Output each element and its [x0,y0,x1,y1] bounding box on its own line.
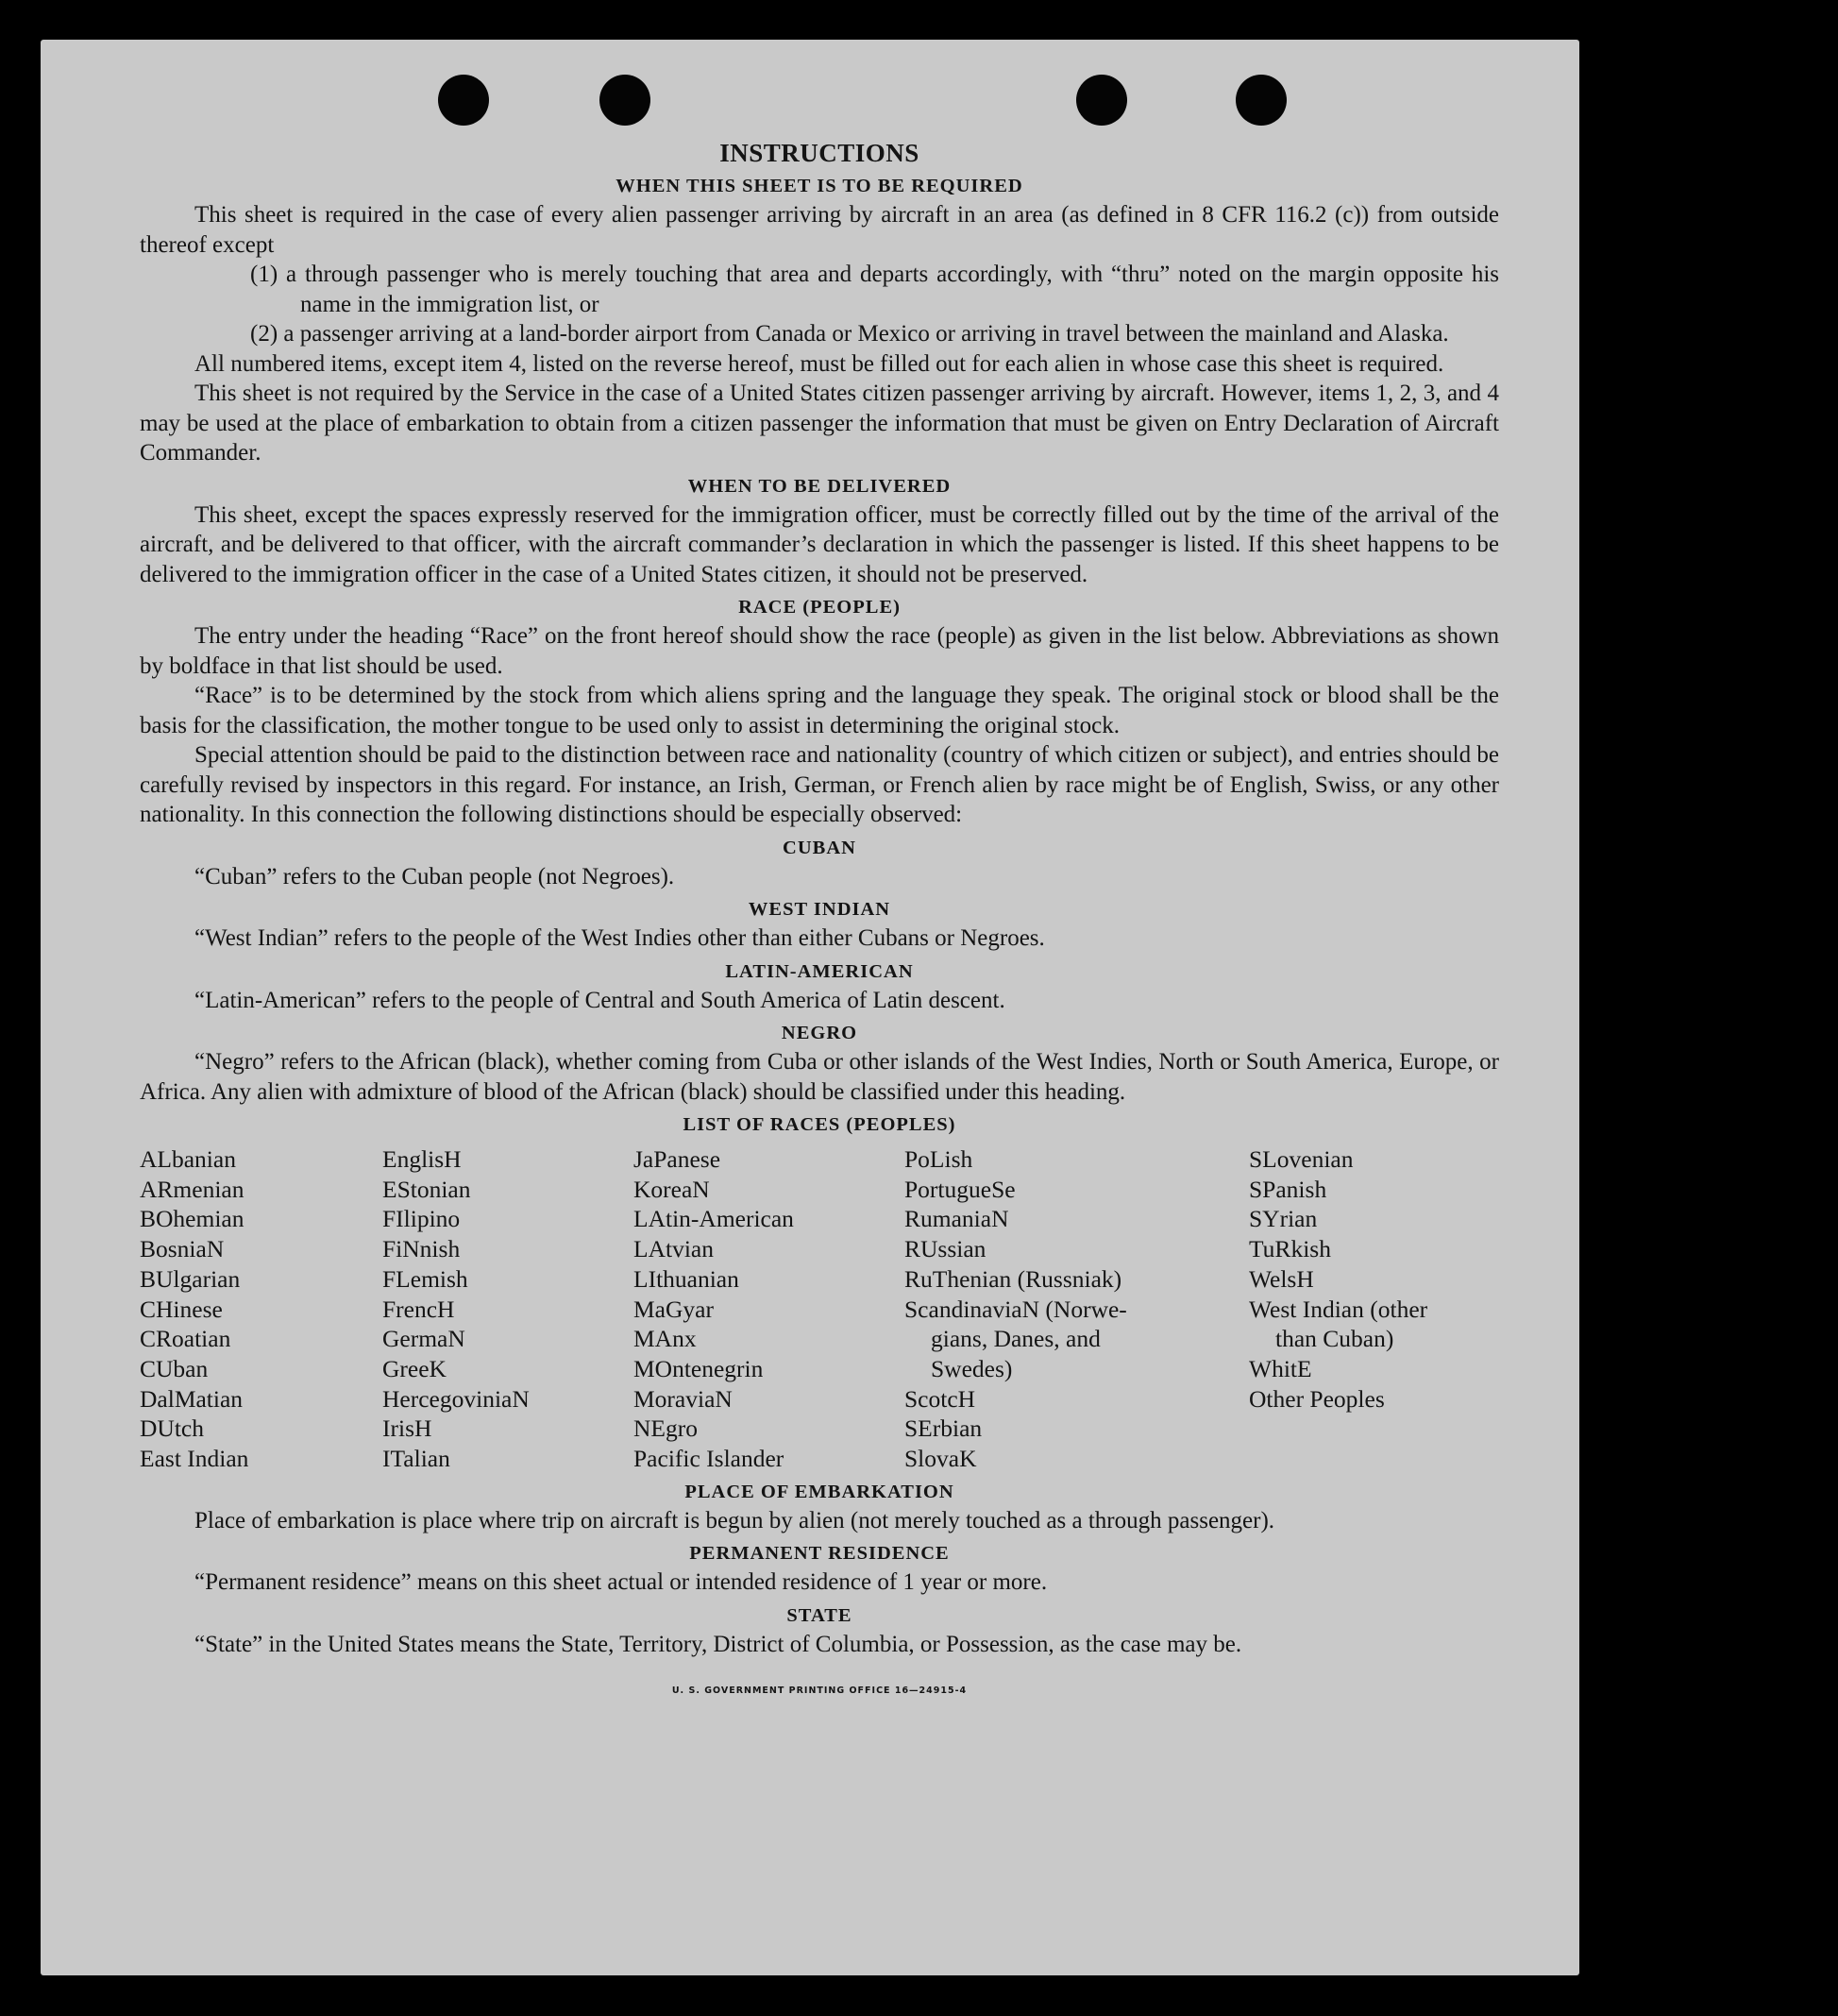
race-item: DalMatian [140,1384,244,1413]
race-item: FrencH [382,1295,455,1323]
section-heading: WHEN THIS SHEET IS TO BE REQUIRED [615,176,1023,196]
paragraph: Special attention should be paid to the distinction between race and nationality (country of which citizen or subject), and entries should be carefully revised by inspectors in this regard. For instance, an Irish, German, or French alien by race might be of English, Swiss, or any other nationality. In this connection the following distinctions should be especially observed: [140,742,1499,827]
section-heading: RACE (PEOPLE) [738,597,901,618]
race-item: GermaN [382,1325,465,1353]
race-list [140,1144,1499,1474]
race-item: BosniaN [140,1235,225,1263]
race-item: FIlipino [382,1205,461,1233]
race-item: ARmenian [140,1175,245,1203]
race-item-continued: than Cuban) [1275,1325,1394,1353]
paragraph: The entry under the heading “Race” on the front hereof should show the race (people) as given in the list below. Abbreviations as shown by boldface in that list should be used. [140,623,1499,679]
race-item: CRoatian [140,1325,231,1353]
definition: “Negro” refers to the African (black), whether coming from Cuba or other islands of the West Indies, North or South America, Europe, or Africa. Any alien with admixture of blood of the African (black) should be classified under this heading. [140,1049,1499,1105]
section-heading: NEGRO [781,1023,858,1043]
race-item: East Indian [140,1445,249,1473]
section-heading: CUBAN [783,837,856,858]
race-column [633,1144,904,1474]
definition: “Latin-American” refers to the people of Central and South America of Latin descent. [194,987,1005,1013]
paragraph: All numbered items, except item 4, listed on the reverse hereof, must be filled out for each alien in whose case this sheet is required. [194,350,1444,377]
race-item: ALbanian [140,1145,236,1173]
race-item: SLovenian [1249,1145,1354,1173]
document-title: INSTRUCTIONS [719,139,919,167]
race-item: LAtin-American [633,1205,794,1233]
race-item: IrisH [382,1415,432,1443]
race-item: West Indian (other [1249,1295,1428,1323]
race-item: GreeK [382,1354,447,1382]
definition: Place of embarkation is place where trip on aircraft is begun by alien (not merely touched as a through passenger). [194,1507,1275,1533]
race-column [1249,1144,1494,1474]
race-item: BUlgarian [140,1264,241,1293]
race-item: MAnx [633,1325,697,1353]
race-item: LAtvian [633,1235,714,1263]
race-item: JaPanese [633,1145,721,1173]
section-heading: PERMANENT RESIDENCE [689,1543,950,1565]
race-item: CUban [140,1354,209,1382]
race-item: MaGyar [633,1295,714,1323]
exception-item: (1) a through passenger who is merely touching that area and departs accordingly, with “thru” noted on the margin opposite his name in the immigration list, or [250,262,1499,317]
race-item: RuThenian (Russniak) [904,1264,1122,1293]
race-item: MOntenegrin [633,1354,764,1382]
race-item: ITalian [382,1445,450,1473]
paragraph: This sheet, except the spaces expressly reserved for the immigration officer, must be correctly filled out by the time of the arrival of the aircraft, and be delivered to that officer, with the aircraft commander’s declaration in which the passenger is listed. If this sheet happens to be delivered to the immigration officer in the case of a United States citizen, it should not be preserved. [140,501,1499,587]
race-item: FiNnish [382,1235,461,1263]
race-item: TuRkish [1249,1235,1331,1263]
section-heading: WEST INDIAN [748,899,891,920]
definition: “West Indian” refers to the people of the West Indies other than either Cubans or Negroes. [194,925,1045,951]
race-item: KoreaN [633,1175,710,1203]
race-item: Pacific Islander [633,1445,784,1473]
definition: “Cuban” refers to the Cuban people (not Negroes). [194,863,675,889]
race-item: MoraviaN [633,1384,733,1413]
race-item: WhitE [1249,1354,1312,1382]
section-heading: LIST OF RACES (PEOPLES) [683,1114,956,1135]
race-item: WelsH [1249,1264,1314,1293]
race-item-continued: gians, Danes, and [931,1325,1101,1353]
punch-hole [1236,75,1287,126]
race-item: RUssian [904,1235,986,1263]
race-item: Other Peoples [1249,1384,1385,1413]
instructions-content [140,138,1499,1706]
section-heading: WHEN TO BE DELIVERED [687,475,952,497]
race-item: SlovaK [904,1445,977,1473]
section-heading: STATE [786,1604,852,1626]
race-item: FLemish [382,1264,468,1293]
race-item: ScandinaviaN (Norwe- [904,1295,1127,1323]
punch-hole [438,75,489,126]
race-item: DUtch [140,1415,204,1443]
race-item: SYrian [1249,1205,1318,1233]
paragraph: This sheet is not required by the Service in the case of a United States citizen passenger arriving by aircraft. However, items 1, 2, 3, and 4 may be used at the place of embarkation to obtain from a citizen passenger the information that must be given on Entry Declaration of Aircraft Commander. [140,381,1499,466]
race-item: NEgro [633,1415,698,1443]
punch-hole [1076,75,1127,126]
race-item: SErbian [904,1415,983,1443]
printer-imprint: U. S. GOVERNMENT PRINTING OFFICE 16—24915-4 [671,1686,968,1697]
definition: “State” in the United States means the State, Territory, District of Columbia, or Possession, as the case may be. [194,1631,1242,1657]
race-column [382,1144,633,1474]
document-sheet [41,40,1579,1975]
race-item: ScotcH [904,1384,976,1413]
race-column [140,1144,382,1474]
paragraph: This sheet is required in the case of every alien passenger arriving by aircraft in an area (as defined in 8 CFR 116.2 (c)) from outside thereof except [140,202,1499,258]
race-item: HercegoviniaN [382,1384,530,1413]
definition: “Permanent residence” means on this sheet actual or intended residence of 1 year or more. [194,1569,1048,1596]
section-heading: LATIN-AMERICAN [725,960,914,982]
race-item: EnglisH [382,1145,462,1173]
punch-hole [599,75,650,126]
race-item-continued: Swedes) [931,1354,1013,1382]
race-column [904,1144,1249,1474]
race-item: BOhemian [140,1205,245,1233]
race-item: EStonian [382,1175,471,1203]
exception-item: (2) a passenger arriving at a land-border airport from Canada or Mexico or arriving in travel between the mainland and Alaska. [250,321,1449,347]
race-item: CHinese [140,1295,223,1323]
race-item: RumaniaN [904,1205,1009,1233]
race-item: LIthuanian [633,1264,739,1293]
paragraph: “Race” is to be determined by the stock from which aliens spring and the language they speak. The original stock or blood shall be the basis for the classification, the mother tongue to be used only to assist in determining the original stock. [140,683,1499,738]
race-item: SPanish [1249,1175,1327,1203]
race-item: PortugueSe [904,1175,1016,1203]
section-heading: PLACE OF EMBARKATION [684,1481,954,1502]
race-item: PoLish [904,1145,973,1173]
